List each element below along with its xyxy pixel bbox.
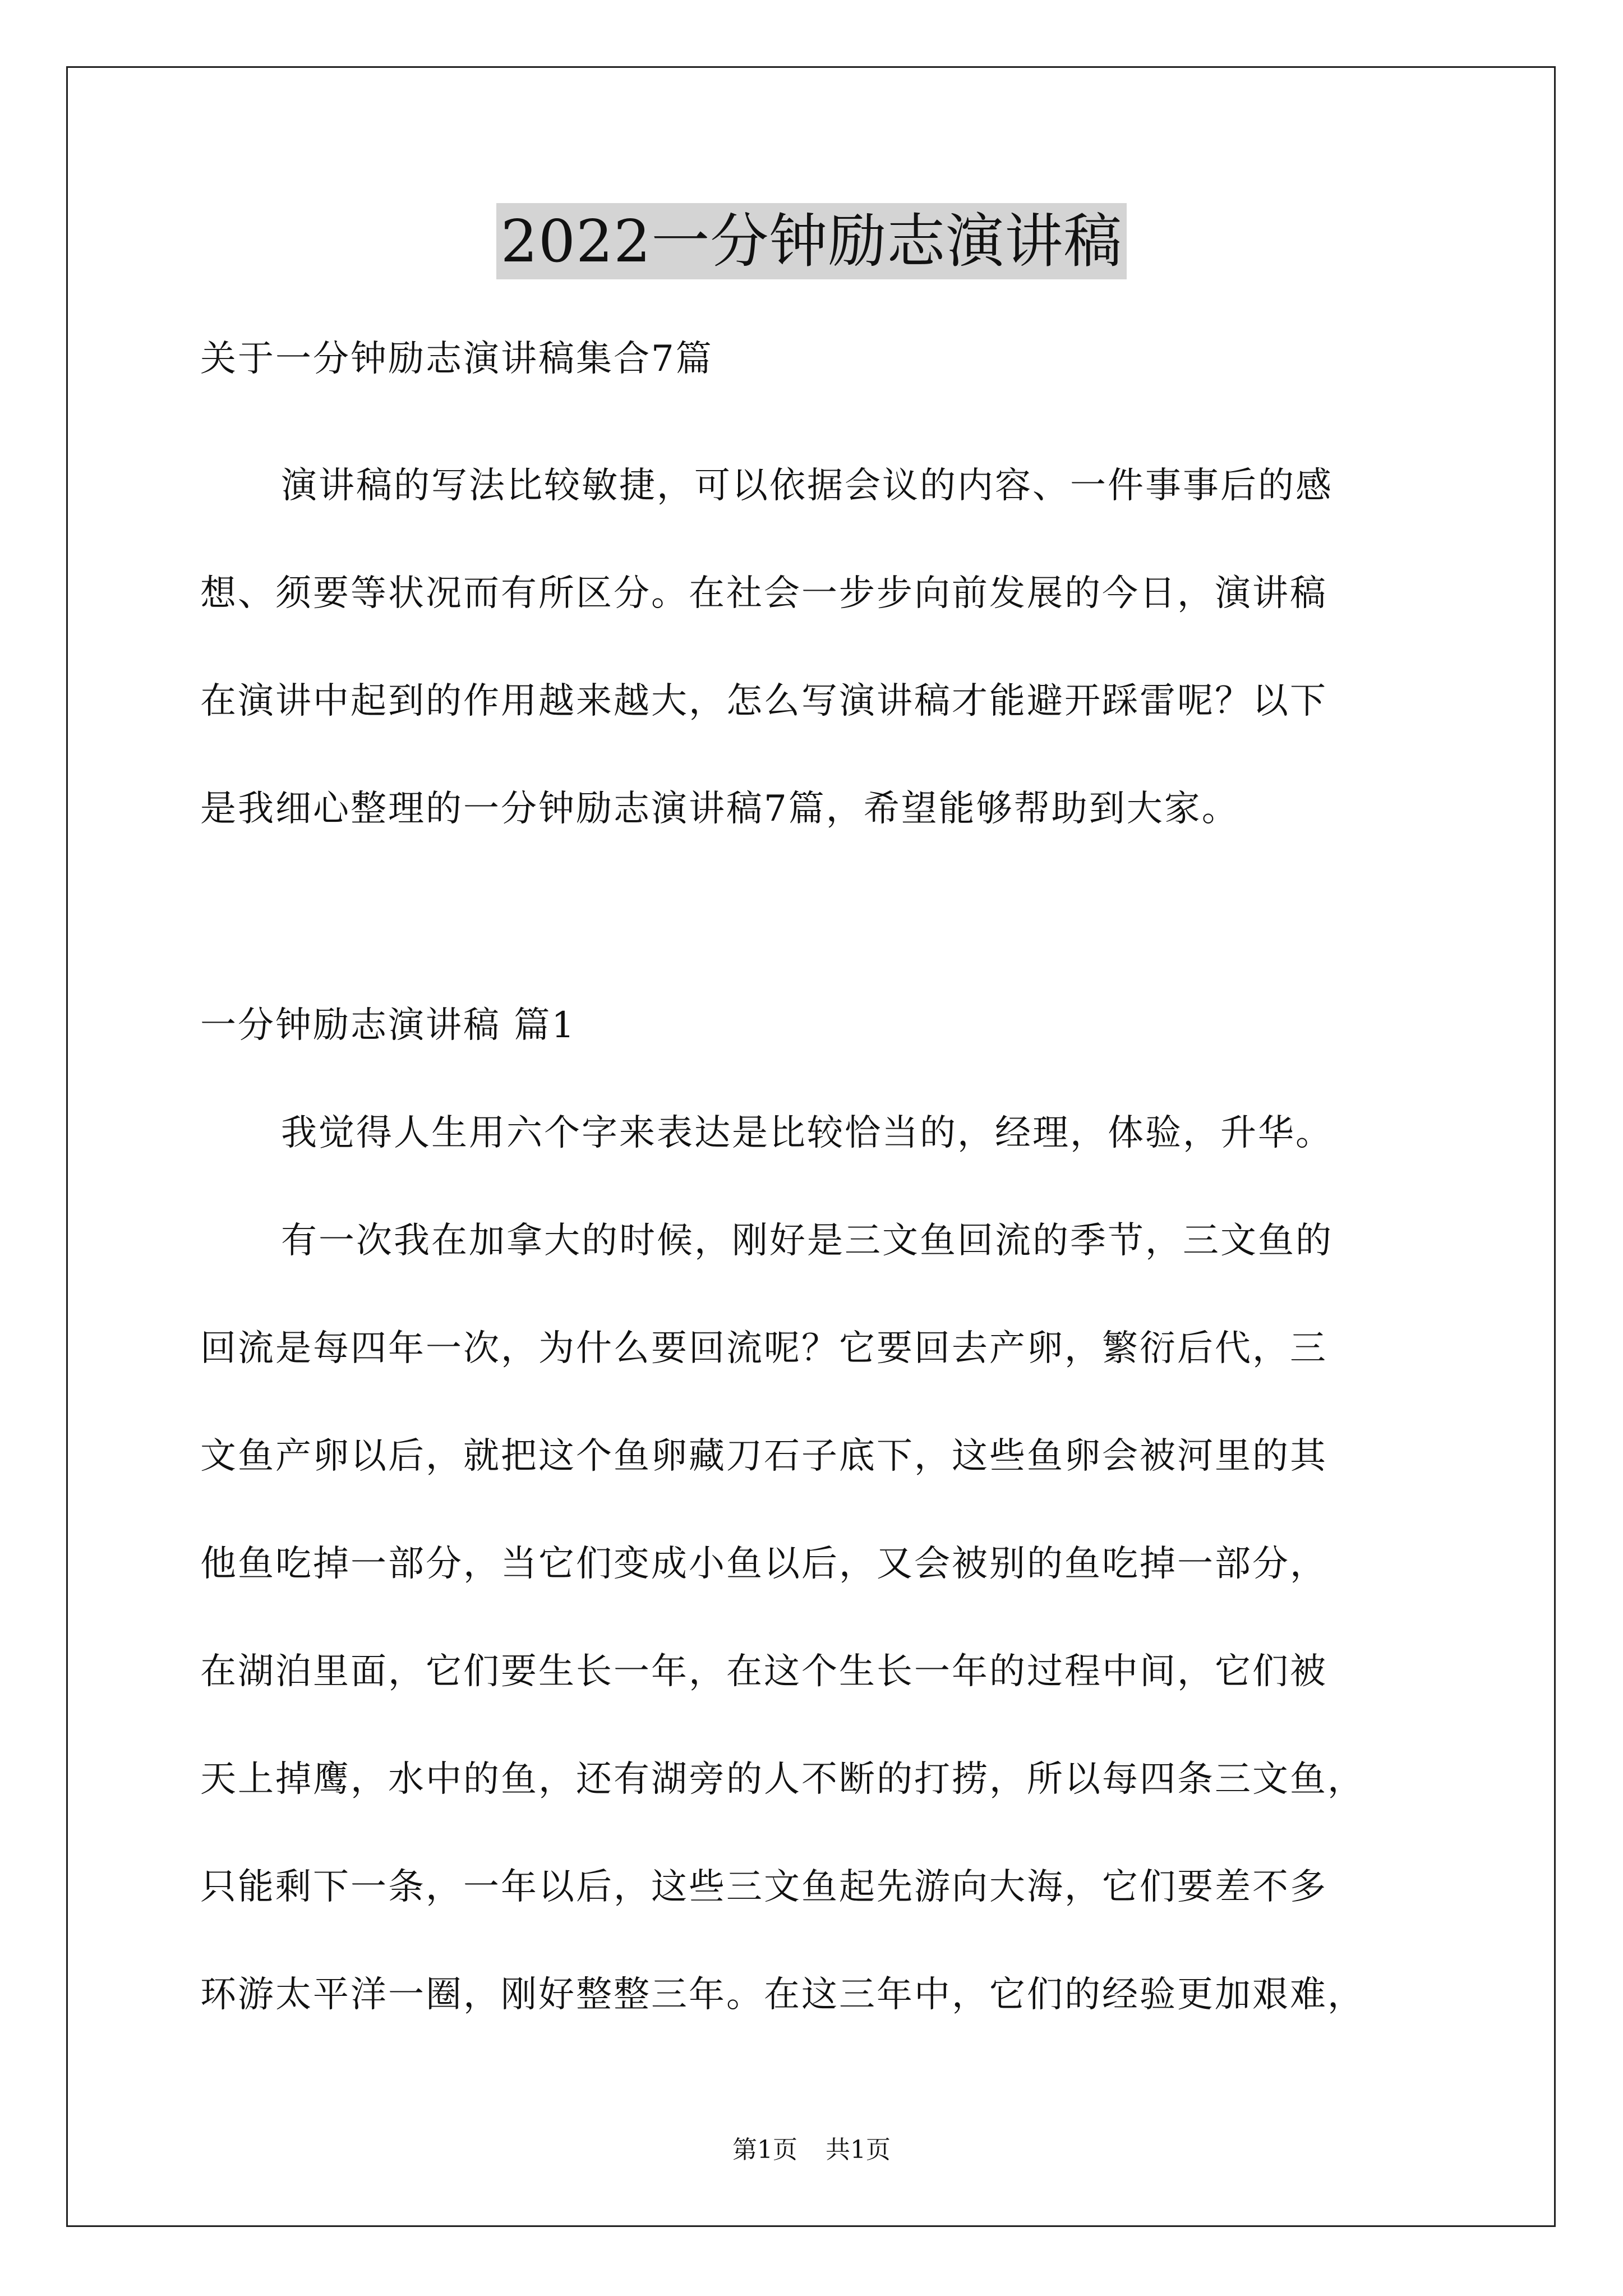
intro-line-3: 在演讲中起到的作用越来越大，怎么写演讲稿才能避开踩雷呢？以下: [200, 680, 1327, 722]
page-footer: [0, 2134, 1623, 2166]
body-line-8: 只能剩下一条，一年以后，这些三文鱼起先游向大海，它们要差不多: [200, 1866, 1327, 1908]
page-total: 共1页: [826, 2136, 891, 2164]
body-line-1: 我觉得人生用六个字来表达是比较恰当的，经理，体验，升华。: [281, 1112, 1333, 1154]
document-title: 2022一分钟励志演讲稿: [496, 203, 1127, 279]
body-line-6: 在湖泊里面，它们要生长一年，在这个生长一年的过程中间，它们被: [200, 1651, 1327, 1692]
intro-line-2: 想、须要等状况而有所区分。在社会一步步向前发展的今日，演讲稿: [200, 573, 1327, 614]
document-title-container: [0, 203, 1623, 282]
page-number: 第1页: [732, 2136, 797, 2164]
body-line-9: 环游太平洋一圈，刚好整整三年。在这三年中，它们的经验更加艰难，: [200, 1974, 1365, 2016]
body-line-7: 天上掉鹰，水中的鱼，还有湖旁的人不断的打捞，所以每四条三文鱼，: [200, 1759, 1365, 1800]
intro-line-1: 演讲稿的写法比较敏捷，可以依据会议的内容、一件事事后的感: [281, 465, 1333, 507]
body-line-2: 有一次我在加拿大的时候，刚好是三文鱼回流的季节，三文鱼的: [281, 1220, 1333, 1262]
body-line-5: 他鱼吃掉一部分，当它们变成小鱼以后，又会被别的鱼吃掉一部分，: [200, 1543, 1327, 1585]
section-heading: 一分钟励志演讲稿 篇1: [200, 1005, 577, 1046]
intro-line-4: 是我细心整理的一分钟励志演讲稿7篇，希望能够帮助到大家。: [200, 788, 1239, 830]
body-line-3: 回流是每四年一次，为什么要回流呢？它要回去产卵，繁衍后代，三: [200, 1328, 1327, 1369]
document-subtitle: 关于一分钟励志演讲稿集合7篇: [200, 338, 713, 380]
body-line-4: 文鱼产卵以后，就把这个鱼卵藏刀石子底下，这些鱼卵会被河里的其: [200, 1435, 1327, 1477]
